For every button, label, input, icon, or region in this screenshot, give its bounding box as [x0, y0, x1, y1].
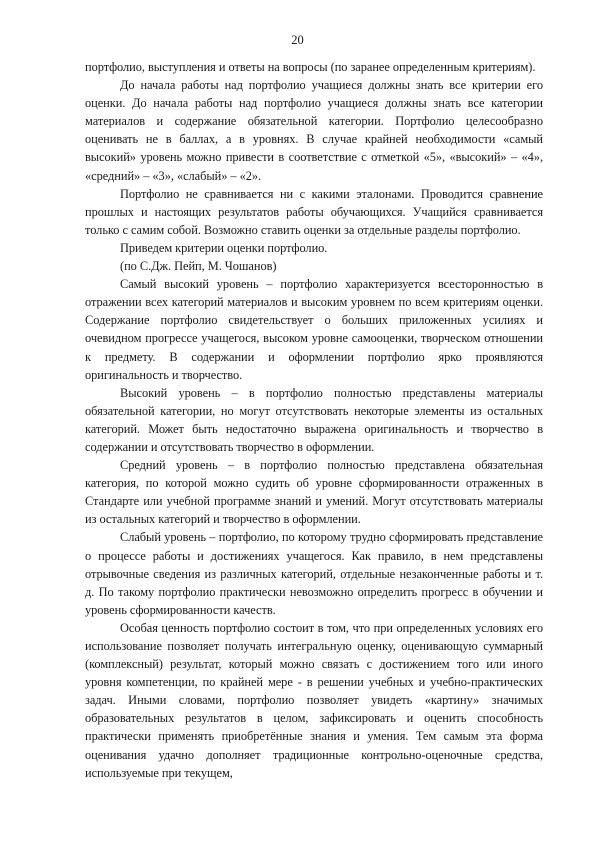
paragraph-10: Особая ценность портфолио состоит в том, что при определенных условиях его использование позволяет получать интегральную оценку, оценивающую суммарный (комплексный) результат, который можно связать с достижением того или иного уровня компетенции, по крайней мере - в решении учебных и учебно-практических задач. Иными словами, портфолио позволяет увидеть «картину» значимых образовательных результатов в целом, зафиксировать и оценить способность практически применять приобретённые знания и умения. Тем самым эта форма оценивания удачно дополняет традиционные контрольно-оценочные средства, используемые при текущем,	[85, 620, 543, 780]
document-body	[85, 58, 543, 782]
paragraph-8: Средний уровень – в портфолио полностью представлена обязательная категория, по которой можно судить об уровне сформированности отраженных в Стандарте или учебной программе знаний и умений. Могут отсутствовать материалы из остальных категорий и творчество в оформлении.	[85, 458, 543, 527]
paragraph-9: Слабый уровень – портфолио, по которому трудно сформировать представление о процессе работы и достижениях учащегося. Как правило, в нем представлены отрывочные сведения из различных категорий, отдельные незаконченные работы и т. д. По такому портфолио практически невозможно определить прогресс в обучении и уровень сформированности качеств.	[85, 530, 543, 617]
paragraph-1: портфолио, выступления и ответы на вопросы (по заранее определенным критериям).	[85, 60, 536, 74]
paragraph-5: (по С.Дж. Пейп, М. Чошанов)	[120, 259, 277, 274]
paragraph-3: Портфолио не сравнивается ни с какими эталонами. Проводится сравнение прошлых и настоящих результатов работы обучающихся. Учащийся сравнивается только с самим собой. Возможно ставить оценки за отдельные разделы портфолио.	[85, 186, 543, 237]
paragraph-4: Приведем критерии оценки портфолио.	[120, 240, 328, 255]
paragraph-7: Высокий уровень – в портфолио полностью представлены материалы обязательной категории, но могут отсутствовать некоторые элементы из остальных категорий. Может быть недостаточно выражена оригинальность и творчество в содержании и отсутствовать творчество в оформлении.	[85, 385, 543, 454]
paragraph-6: Самый высокий уровень – портфолио характеризуется всесторонностью в отражении всех категорий материалов и высоким уровнем по всем критериям оценки. Содержание портфолио свидетельствует о больших приложенных усилиях и очевидном прогрессе учащегося, высоком уровне самооценки, творческом отношении к предмету. В содержании и оформлении портфолио ярко проявляются оригинальность и творчество.	[85, 277, 543, 382]
paragraph-2: До начала работы над портфолио учащиеся должны знать все критерии его оценки. До начала работы над портфолио учащиеся должны знать все категории материалов и содержание обязательной категории. Портфолио целесообразно оценивать не в баллах, а в уровнях. В случае крайней необходимости «самый высокий» уровень можно привести в соответствие с отметкой «5», «высокий» – «4», «средний» – «3», «слабый» – «2».	[85, 78, 543, 183]
page-number: 20	[291, 33, 304, 47]
